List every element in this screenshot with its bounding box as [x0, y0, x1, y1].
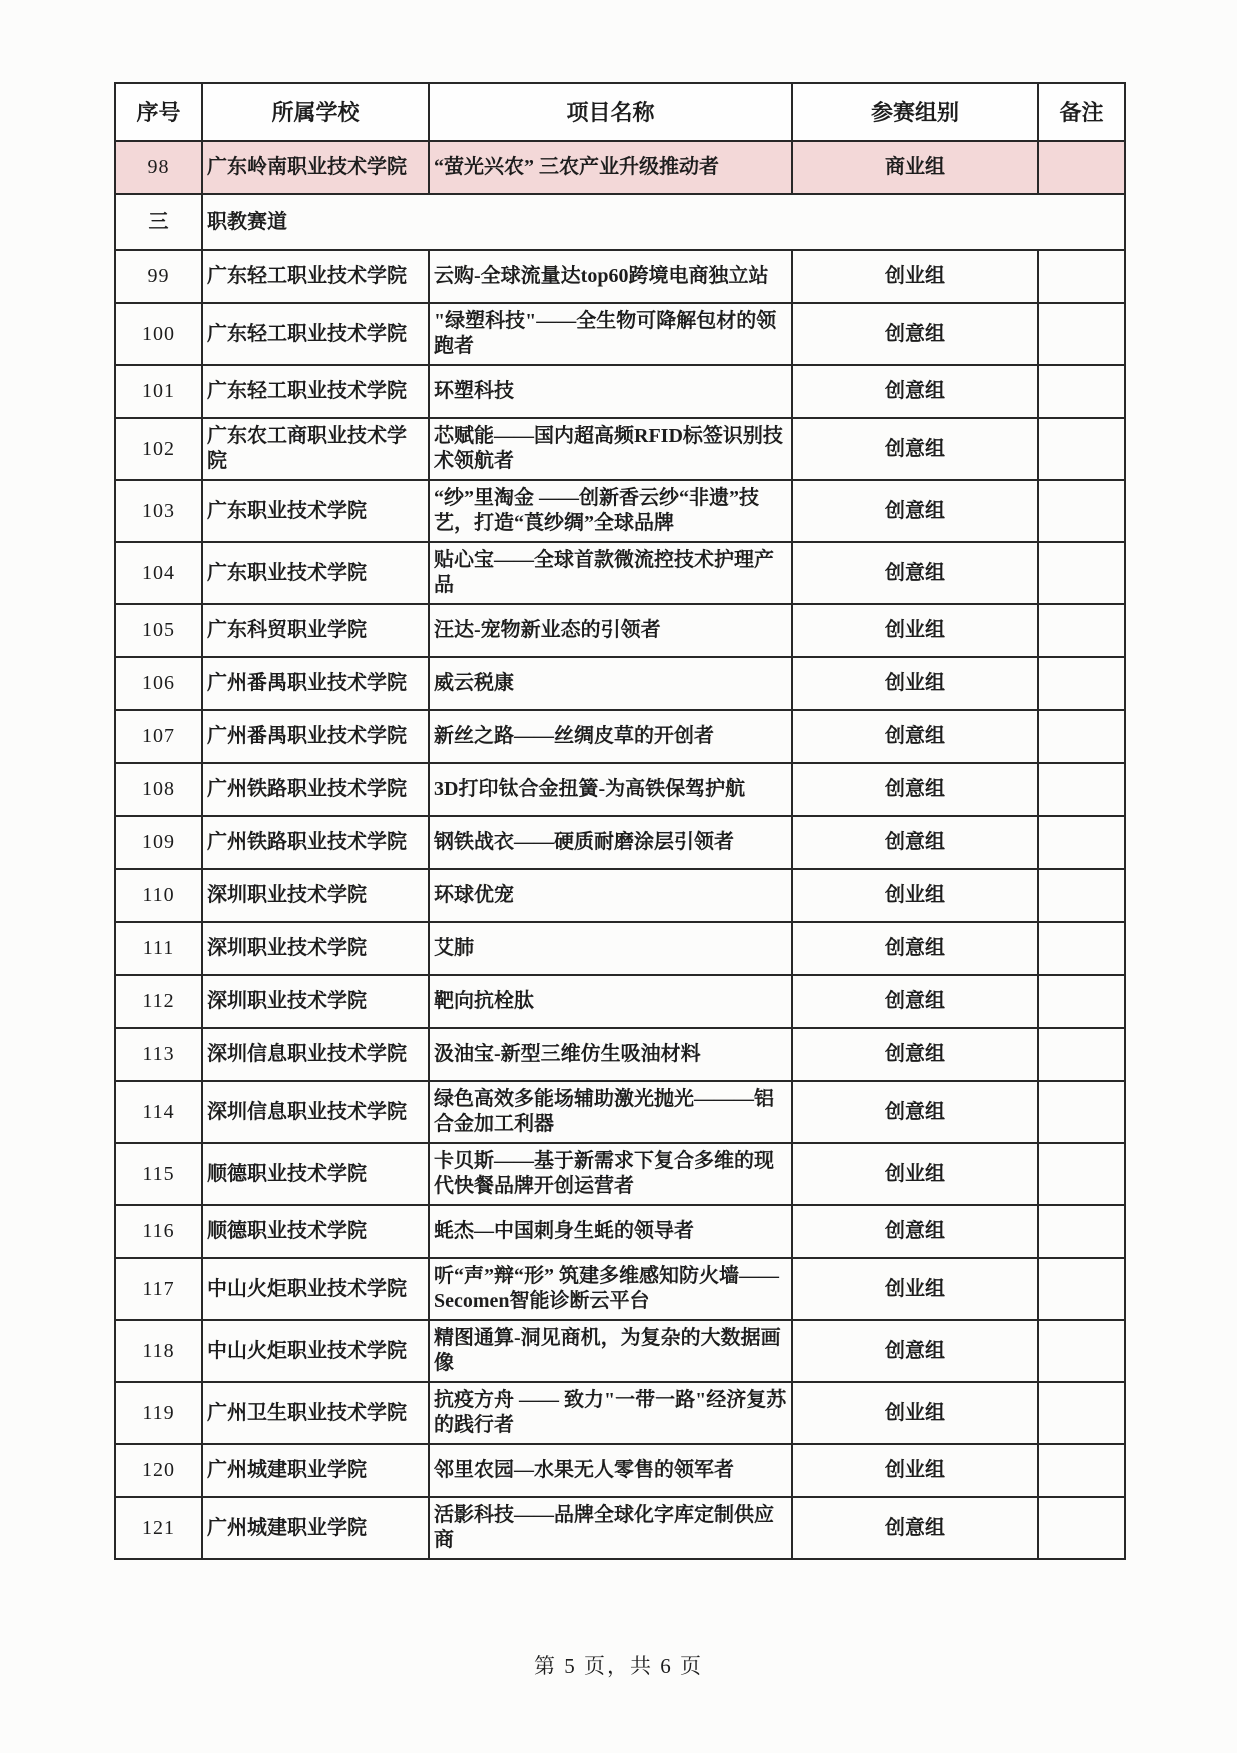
- table-row: [115, 250, 1125, 303]
- table-row: [115, 1028, 1125, 1081]
- cell-group: 创意组: [792, 480, 1038, 542]
- cell-group: 创业组: [792, 1444, 1038, 1497]
- cell-group: 创意组: [792, 816, 1038, 869]
- cell-project: 新丝之路——丝绸皮草的开创者: [429, 710, 792, 763]
- cell-note: [1038, 542, 1125, 604]
- table-row: [115, 418, 1125, 480]
- cell-project: 卡贝斯——基于新需求下复合多维的现代快餐品牌开创运营者: [429, 1143, 792, 1205]
- cell-index: 102: [115, 418, 202, 480]
- cell-project: 钢铁战衣——硬质耐磨涂层引领者: [429, 816, 792, 869]
- cell-school: 广州番禺职业技术学院: [202, 657, 429, 710]
- cell-group: 创业组: [792, 250, 1038, 303]
- cell-school: 广东科贸职业学院: [202, 604, 429, 657]
- cell-group: 创业组: [792, 869, 1038, 922]
- cell-group: 创意组: [792, 1081, 1038, 1143]
- table-row: [115, 657, 1125, 710]
- table-row: [115, 365, 1125, 418]
- cell-note: [1038, 657, 1125, 710]
- cell-school: 深圳职业技术学院: [202, 869, 429, 922]
- cell-index: 104: [115, 542, 202, 604]
- cell-index: 113: [115, 1028, 202, 1081]
- cell-group: 创业组: [792, 1382, 1038, 1444]
- cell-group: 创意组: [792, 710, 1038, 763]
- cell-group: 创业组: [792, 604, 1038, 657]
- page-number: 第 5 页，共 6 页: [534, 1654, 703, 1678]
- cell-note: [1038, 418, 1125, 480]
- column-header-group: 参赛组别: [792, 83, 1038, 141]
- table-row: [115, 1081, 1125, 1143]
- cell-index: 114: [115, 1081, 202, 1143]
- column-header-note: 备注: [1038, 83, 1125, 141]
- cell-school: 广州铁路职业技术学院: [202, 816, 429, 869]
- cell-school: 广东职业技术学院: [202, 480, 429, 542]
- cell-note: [1038, 250, 1125, 303]
- table-row: [115, 542, 1125, 604]
- cell-index: 117: [115, 1258, 202, 1320]
- cell-index: 121: [115, 1497, 202, 1559]
- cell-school: 广州铁路职业技术学院: [202, 763, 429, 816]
- table-row: [115, 710, 1125, 763]
- cell-group: 创意组: [792, 922, 1038, 975]
- cell-index: 100: [115, 303, 202, 365]
- cell-note: [1038, 365, 1125, 418]
- cell-index: 118: [115, 1320, 202, 1382]
- cell-school: 广州城建职业学院: [202, 1444, 429, 1497]
- cell-project: 邻里农园—水果无人零售的领军者: [429, 1444, 792, 1497]
- cell-index: 106: [115, 657, 202, 710]
- cell-school: 广东职业技术学院: [202, 542, 429, 604]
- table-header-row: [115, 83, 1125, 141]
- cell-school: 广州城建职业学院: [202, 1497, 429, 1559]
- cell-index: 111: [115, 922, 202, 975]
- cell-note: [1038, 604, 1125, 657]
- cell-note: [1038, 1081, 1125, 1143]
- cell-group: 创意组: [792, 975, 1038, 1028]
- table-row: [115, 816, 1125, 869]
- table-row: [115, 975, 1125, 1028]
- table-row: [115, 922, 1125, 975]
- cell-project: 威云税康: [429, 657, 792, 710]
- cell-index: 119: [115, 1382, 202, 1444]
- cell-school: 广东轻工职业技术学院: [202, 303, 429, 365]
- cell-note: [1038, 869, 1125, 922]
- cell-group: 创意组: [792, 1497, 1038, 1559]
- table-row: [115, 1444, 1125, 1497]
- cell-school: 深圳职业技术学院: [202, 975, 429, 1028]
- cell-index: 109: [115, 816, 202, 869]
- cell-index: 108: [115, 763, 202, 816]
- cell-note: [1038, 1320, 1125, 1382]
- cell-note: [1038, 922, 1125, 975]
- cell-project: 芯赋能——国内超高频RFID标签识别技术领航者: [429, 418, 792, 480]
- cell-group: 创意组: [792, 1320, 1038, 1382]
- cell-school: 顺德职业技术学院: [202, 1205, 429, 1258]
- table-row: [115, 141, 1125, 194]
- cell-group: 商业组: [792, 141, 1038, 194]
- cell-index: 112: [115, 975, 202, 1028]
- cell-note: [1038, 816, 1125, 869]
- cell-school: 广州卫生职业技术学院: [202, 1382, 429, 1444]
- cell-project: 3D打印钛合金扭簧-为高铁保驾护航: [429, 763, 792, 816]
- cell-note: [1038, 1143, 1125, 1205]
- cell-school: 广东轻工职业技术学院: [202, 250, 429, 303]
- cell-index: 115: [115, 1143, 202, 1205]
- cell-note: [1038, 480, 1125, 542]
- cell-index: 120: [115, 1444, 202, 1497]
- column-header-index: 序号: [115, 83, 202, 141]
- cell-section-title: 职教赛道: [202, 194, 1125, 250]
- cell-index: 107: [115, 710, 202, 763]
- cell-index: 98: [115, 141, 202, 194]
- column-header-school: 所属学校: [202, 83, 429, 141]
- cell-school: 深圳信息职业技术学院: [202, 1081, 429, 1143]
- cell-group: 创意组: [792, 418, 1038, 480]
- cell-note: [1038, 141, 1125, 194]
- cell-group: 创意组: [792, 542, 1038, 604]
- cell-note: [1038, 1497, 1125, 1559]
- cell-section-index: 三: [115, 194, 202, 250]
- table-row: [115, 303, 1125, 365]
- cell-note: [1038, 1205, 1125, 1258]
- cell-note: [1038, 303, 1125, 365]
- cell-note: [1038, 763, 1125, 816]
- cell-project: 汪达-宠物新业态的引领者: [429, 604, 792, 657]
- cell-project: 贴心宝——全球首款微流控技术护理产品: [429, 542, 792, 604]
- cell-school: 顺德职业技术学院: [202, 1143, 429, 1205]
- cell-school: 广东轻工职业技术学院: [202, 365, 429, 418]
- cell-note: [1038, 1444, 1125, 1497]
- cell-project: 听“声”辩“形” 筑建多维感知防火墙——Secomen智能诊断云平台: [429, 1258, 792, 1320]
- table-row: [115, 1143, 1125, 1205]
- cell-project: 汲油宝-新型三维仿生吸油材料: [429, 1028, 792, 1081]
- cell-project: “萤光兴农” 三农产业升级推动者: [429, 141, 792, 194]
- cell-index: 99: [115, 250, 202, 303]
- cell-project: 精图通算-洞见商机，为复杂的大数据画像: [429, 1320, 792, 1382]
- cell-school: 广州番禺职业技术学院: [202, 710, 429, 763]
- cell-group: 创意组: [792, 1205, 1038, 1258]
- cell-school: 深圳职业技术学院: [202, 922, 429, 975]
- cell-project: 环球优宠: [429, 869, 792, 922]
- cell-index: 101: [115, 365, 202, 418]
- cell-index: 105: [115, 604, 202, 657]
- cell-school: 中山火炬职业技术学院: [202, 1258, 429, 1320]
- table-row: [115, 480, 1125, 542]
- cell-project: 蚝杰—中国刺身生蚝的领导者: [429, 1205, 792, 1258]
- cell-group: 创意组: [792, 1028, 1038, 1081]
- cell-project: 绿色高效多能场辅助激光抛光———铝合金加工利器: [429, 1081, 792, 1143]
- cell-school: 广东岭南职业技术学院: [202, 141, 429, 194]
- cell-note: [1038, 1382, 1125, 1444]
- table-row: [115, 604, 1125, 657]
- cell-school: 中山火炬职业技术学院: [202, 1320, 429, 1382]
- cell-note: [1038, 1028, 1125, 1081]
- cell-project: 活影科技——品牌全球化字库定制供应商: [429, 1497, 792, 1559]
- table-row: [115, 1320, 1125, 1382]
- section-row: [115, 194, 1125, 250]
- project-roster-table: [114, 82, 1126, 1560]
- table-row: [115, 869, 1125, 922]
- cell-group: 创业组: [792, 1143, 1038, 1205]
- cell-project: 环塑科技: [429, 365, 792, 418]
- cell-school: 深圳信息职业技术学院: [202, 1028, 429, 1081]
- cell-group: 创意组: [792, 303, 1038, 365]
- cell-index: 116: [115, 1205, 202, 1258]
- cell-note: [1038, 710, 1125, 763]
- cell-project: 靶向抗栓肽: [429, 975, 792, 1028]
- table-row: [115, 1382, 1125, 1444]
- table-row: [115, 1205, 1125, 1258]
- cell-project: 云购-全球流量达top60跨境电商独立站: [429, 250, 792, 303]
- cell-index: 110: [115, 869, 202, 922]
- cell-school: 广东农工商职业技术学院: [202, 418, 429, 480]
- cell-group: 创意组: [792, 365, 1038, 418]
- table-row: [115, 1258, 1125, 1320]
- cell-project: "绿塑科技"——全生物可降解包材的领跑者: [429, 303, 792, 365]
- cell-note: [1038, 1258, 1125, 1320]
- cell-group: 创意组: [792, 763, 1038, 816]
- column-header-project: 项目名称: [429, 83, 792, 141]
- cell-group: 创业组: [792, 657, 1038, 710]
- table-row: [115, 763, 1125, 816]
- cell-project: 抗疫方舟 —— 致力"一带一路"经济复苏的践行者: [429, 1382, 792, 1444]
- cell-project: “纱”里淘金 ——创新香云纱“非遗”技艺，打造“莨纱绸”全球品牌: [429, 480, 792, 542]
- table-row: [115, 1497, 1125, 1559]
- cell-note: [1038, 975, 1125, 1028]
- cell-project: 艾肺: [429, 922, 792, 975]
- cell-group: 创业组: [792, 1258, 1038, 1320]
- cell-index: 103: [115, 480, 202, 542]
